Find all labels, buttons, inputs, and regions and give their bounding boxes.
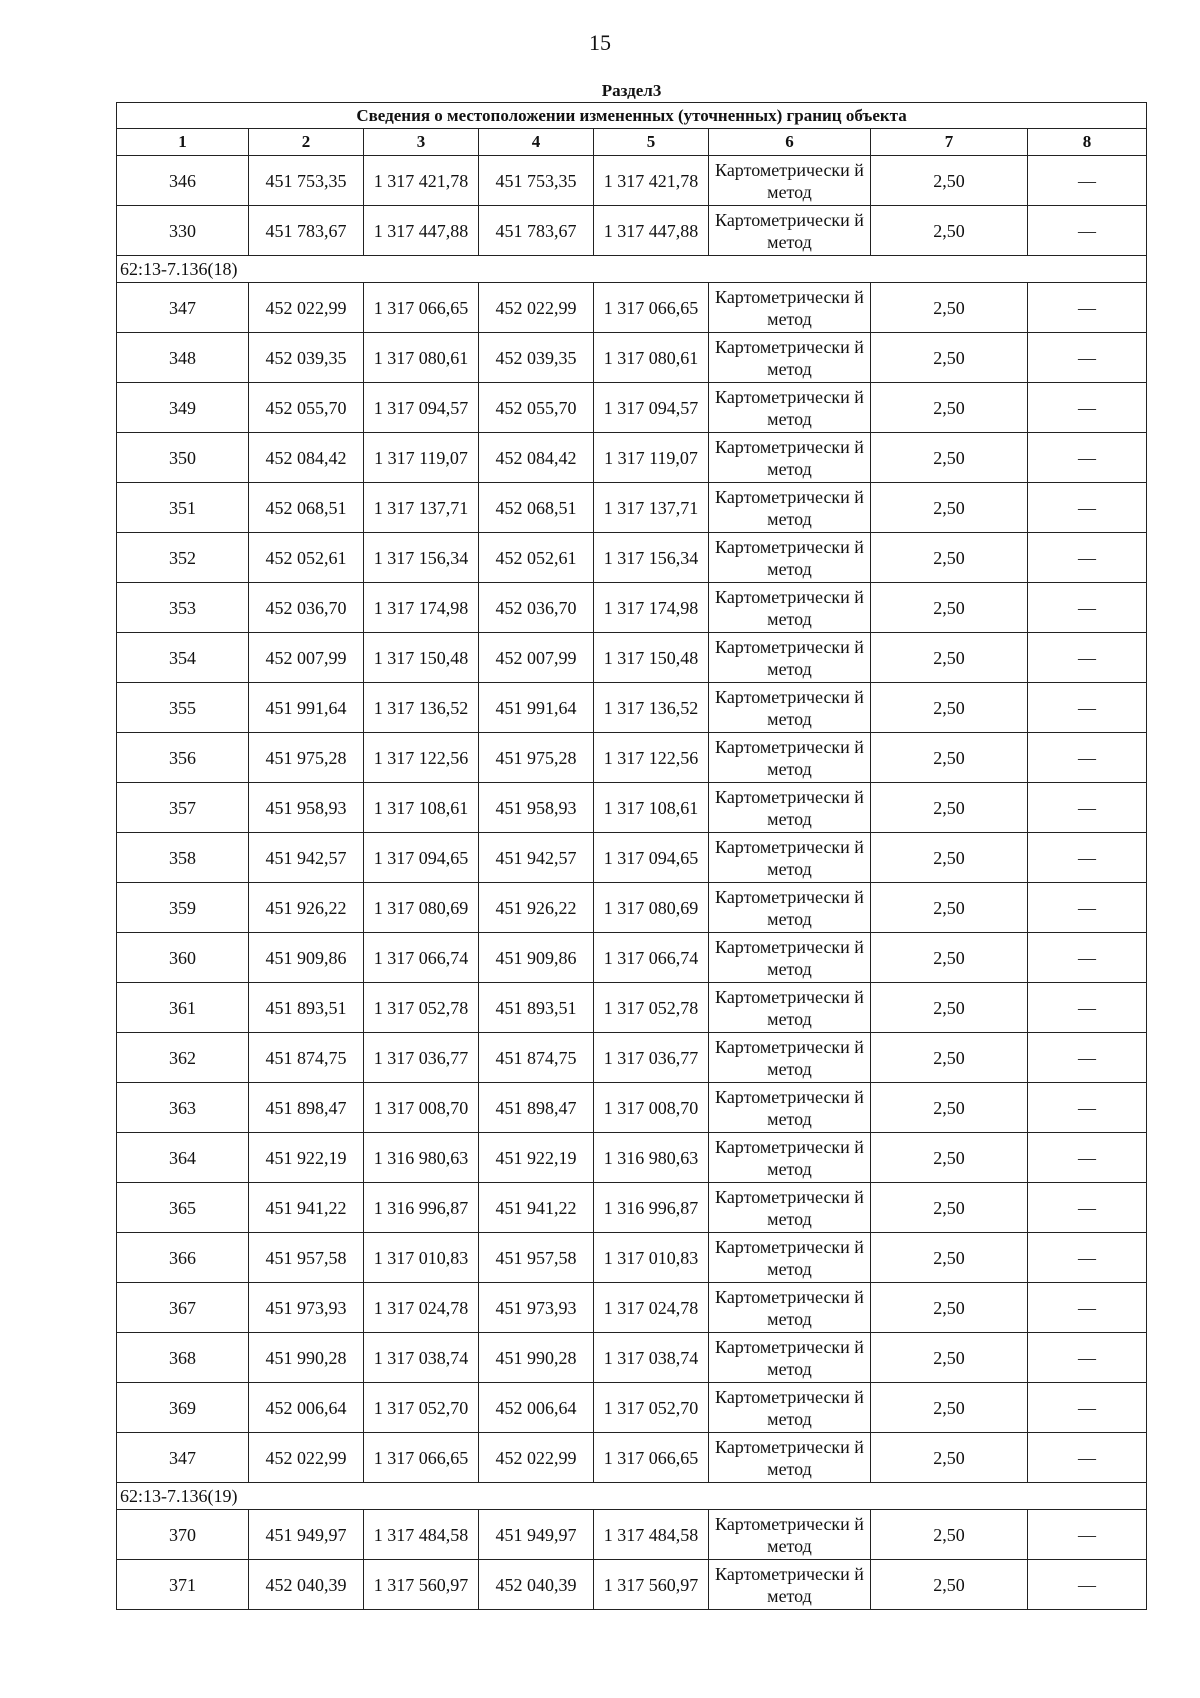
table-row: [117, 1283, 1147, 1333]
x-old-cell: 451 973,93: [249, 1283, 364, 1333]
method-cell: Картометрически й метод: [709, 1333, 871, 1383]
description-cell: —: [1028, 1433, 1147, 1483]
table-row: [117, 206, 1147, 256]
x-old-cell: 452 022,99: [249, 1433, 364, 1483]
accuracy-cell: 2,50: [871, 1183, 1028, 1233]
accuracy-cell: 2,50: [871, 983, 1028, 1033]
description-cell: —: [1028, 333, 1147, 383]
y-old-cell: 1 317 052,78: [364, 983, 479, 1033]
y-new-cell: 1 316 980,63: [594, 1133, 709, 1183]
x-old-cell: 451 893,51: [249, 983, 364, 1033]
y-new-cell: 1 316 996,87: [594, 1183, 709, 1233]
y-old-cell: 1 317 156,34: [364, 533, 479, 583]
x-old-cell: 452 052,61: [249, 533, 364, 583]
method-cell: Картометрически й метод: [709, 1383, 871, 1433]
description-cell: —: [1028, 533, 1147, 583]
x-old-cell: 452 036,70: [249, 583, 364, 633]
y-new-cell: 1 317 066,65: [594, 1433, 709, 1483]
method-cell: Картометрически й метод: [709, 1283, 871, 1333]
description-cell: —: [1028, 1333, 1147, 1383]
table-row: [117, 1183, 1147, 1233]
accuracy-cell: 2,50: [871, 156, 1028, 206]
y-new-cell: 1 317 108,61: [594, 783, 709, 833]
accuracy-cell: 2,50: [871, 1560, 1028, 1610]
y-old-cell: 1 317 080,61: [364, 333, 479, 383]
point-number-cell: 353: [117, 583, 249, 633]
x-new-cell: 451 898,47: [479, 1083, 594, 1133]
point-number-cell: 360: [117, 933, 249, 983]
y-new-cell: 1 317 560,97: [594, 1560, 709, 1610]
x-new-cell: 451 975,28: [479, 733, 594, 783]
accuracy-cell: 2,50: [871, 633, 1028, 683]
point-number-cell: 349: [117, 383, 249, 433]
parcel-group-label: 62:13-7.136(18): [117, 256, 1147, 283]
accuracy-cell: 2,50: [871, 583, 1028, 633]
parcel-group-label: 62:13-7.136(19): [117, 1483, 1147, 1510]
table-row: [117, 1083, 1147, 1133]
x-old-cell: 451 909,86: [249, 933, 364, 983]
method-cell: Картометрически й метод: [709, 533, 871, 583]
point-number-cell: 358: [117, 833, 249, 883]
y-old-cell: 1 317 066,74: [364, 933, 479, 983]
point-number-cell: 367: [117, 1283, 249, 1333]
accuracy-cell: 2,50: [871, 206, 1028, 256]
y-new-cell: 1 317 156,34: [594, 533, 709, 583]
method-cell: Картометрически й метод: [709, 833, 871, 883]
method-cell: Картометрически й метод: [709, 1510, 871, 1560]
point-number-cell: 351: [117, 483, 249, 533]
method-cell: Картометрически й метод: [709, 156, 871, 206]
method-cell: Картометрически й метод: [709, 206, 871, 256]
x-new-cell: 451 909,86: [479, 933, 594, 983]
x-new-cell: 451 893,51: [479, 983, 594, 1033]
column-header: 4: [479, 129, 594, 156]
parcel-group-row: [117, 1483, 1147, 1510]
description-cell: —: [1028, 883, 1147, 933]
x-new-cell: 451 991,64: [479, 683, 594, 733]
y-old-cell: 1 317 108,61: [364, 783, 479, 833]
accuracy-cell: 2,50: [871, 1133, 1028, 1183]
accuracy-cell: 2,50: [871, 1510, 1028, 1560]
y-old-cell: 1 317 024,78: [364, 1283, 479, 1333]
point-number-cell: 366: [117, 1233, 249, 1283]
table-row: [117, 333, 1147, 383]
x-old-cell: 452 040,39: [249, 1560, 364, 1610]
point-number-cell: 347: [117, 283, 249, 333]
description-cell: —: [1028, 783, 1147, 833]
y-old-cell: 1 317 119,07: [364, 433, 479, 483]
x-old-cell: 451 975,28: [249, 733, 364, 783]
column-header: 6: [709, 129, 871, 156]
method-cell: Картометрически й метод: [709, 733, 871, 783]
y-new-cell: 1 317 008,70: [594, 1083, 709, 1133]
y-old-cell: 1 317 094,57: [364, 383, 479, 433]
y-old-cell: 1 317 066,65: [364, 283, 479, 333]
y-new-cell: 1 317 066,65: [594, 283, 709, 333]
x-old-cell: 451 753,35: [249, 156, 364, 206]
column-header-row: [117, 129, 1147, 156]
y-new-cell: 1 317 038,74: [594, 1333, 709, 1383]
y-new-cell: 1 317 036,77: [594, 1033, 709, 1083]
description-cell: —: [1028, 1383, 1147, 1433]
x-new-cell: 452 022,99: [479, 1433, 594, 1483]
y-new-cell: 1 317 052,78: [594, 983, 709, 1033]
method-cell: Картометрически й метод: [709, 783, 871, 833]
y-new-cell: 1 317 094,65: [594, 833, 709, 883]
method-cell: Картометрически й метод: [709, 283, 871, 333]
x-old-cell: 451 949,97: [249, 1510, 364, 1560]
y-new-cell: 1 317 150,48: [594, 633, 709, 683]
y-old-cell: 1 317 036,77: [364, 1033, 479, 1083]
accuracy-cell: 2,50: [871, 883, 1028, 933]
table-row: [117, 156, 1147, 206]
point-number-cell: 355: [117, 683, 249, 733]
x-old-cell: 451 922,19: [249, 1133, 364, 1183]
x-old-cell: 452 022,99: [249, 283, 364, 333]
point-number-cell: 359: [117, 883, 249, 933]
x-old-cell: 451 957,58: [249, 1233, 364, 1283]
table-row: [117, 783, 1147, 833]
x-new-cell: 452 007,99: [479, 633, 594, 683]
y-old-cell: 1 317 008,70: [364, 1083, 479, 1133]
y-new-cell: 1 317 136,52: [594, 683, 709, 733]
y-new-cell: 1 317 080,69: [594, 883, 709, 933]
table-row: [117, 1033, 1147, 1083]
accuracy-cell: 2,50: [871, 1033, 1028, 1083]
x-new-cell: 451 957,58: [479, 1233, 594, 1283]
table-caption-row: [117, 103, 1147, 129]
point-number-cell: 364: [117, 1133, 249, 1183]
table-row: [117, 833, 1147, 883]
point-number-cell: 350: [117, 433, 249, 483]
point-number-cell: 369: [117, 1383, 249, 1433]
description-cell: —: [1028, 1233, 1147, 1283]
y-old-cell: 1 317 038,74: [364, 1333, 479, 1383]
y-new-cell: 1 317 484,58: [594, 1510, 709, 1560]
table-row: [117, 683, 1147, 733]
method-cell: Картометрически й метод: [709, 1560, 871, 1610]
x-old-cell: 452 039,35: [249, 333, 364, 383]
x-old-cell: 451 783,67: [249, 206, 364, 256]
description-cell: —: [1028, 1560, 1147, 1610]
table-row: [117, 1510, 1147, 1560]
y-old-cell: 1 317 122,56: [364, 733, 479, 783]
accuracy-cell: 2,50: [871, 1383, 1028, 1433]
y-old-cell: 1 317 080,69: [364, 883, 479, 933]
x-new-cell: 452 039,35: [479, 333, 594, 383]
column-header: 1: [117, 129, 249, 156]
y-new-cell: 1 317 122,56: [594, 733, 709, 783]
x-new-cell: 451 783,67: [479, 206, 594, 256]
x-old-cell: 452 007,99: [249, 633, 364, 683]
method-cell: Картометрически й метод: [709, 583, 871, 633]
description-cell: —: [1028, 1033, 1147, 1083]
point-number-cell: 368: [117, 1333, 249, 1383]
table-body: [117, 80, 1147, 1610]
column-header: 3: [364, 129, 479, 156]
method-cell: Картометрически й метод: [709, 883, 871, 933]
x-old-cell: 451 898,47: [249, 1083, 364, 1133]
y-old-cell: 1 317 560,97: [364, 1560, 479, 1610]
x-old-cell: 451 874,75: [249, 1033, 364, 1083]
y-old-cell: 1 317 010,83: [364, 1233, 479, 1283]
y-old-cell: 1 317 150,48: [364, 633, 479, 683]
accuracy-cell: 2,50: [871, 483, 1028, 533]
table-row: [117, 1560, 1147, 1610]
column-header: 5: [594, 129, 709, 156]
point-number-cell: 330: [117, 206, 249, 256]
x-new-cell: 451 926,22: [479, 883, 594, 933]
x-new-cell: 452 055,70: [479, 383, 594, 433]
accuracy-cell: 2,50: [871, 733, 1028, 783]
description-cell: —: [1028, 733, 1147, 783]
y-old-cell: 1 317 136,52: [364, 683, 479, 733]
table-row: [117, 1233, 1147, 1283]
y-new-cell: 1 317 052,70: [594, 1383, 709, 1433]
y-new-cell: 1 317 010,83: [594, 1233, 709, 1283]
y-old-cell: 1 317 137,71: [364, 483, 479, 533]
point-number-cell: 362: [117, 1033, 249, 1083]
description-cell: —: [1028, 156, 1147, 206]
x-old-cell: 451 926,22: [249, 883, 364, 933]
method-cell: Картометрически й метод: [709, 1433, 871, 1483]
method-cell: Картометрически й метод: [709, 1083, 871, 1133]
x-old-cell: 452 055,70: [249, 383, 364, 433]
point-number-cell: 370: [117, 1510, 249, 1560]
accuracy-cell: 2,50: [871, 333, 1028, 383]
table-row: [117, 583, 1147, 633]
description-cell: —: [1028, 483, 1147, 533]
method-cell: Картометрически й метод: [709, 483, 871, 533]
table-row: [117, 633, 1147, 683]
table-row: [117, 283, 1147, 333]
accuracy-cell: 2,50: [871, 933, 1028, 983]
description-cell: —: [1028, 983, 1147, 1033]
table-row: [117, 383, 1147, 433]
table-row: [117, 883, 1147, 933]
accuracy-cell: 2,50: [871, 1433, 1028, 1483]
description-cell: —: [1028, 933, 1147, 983]
x-old-cell: 452 068,51: [249, 483, 364, 533]
table-row: [117, 533, 1147, 583]
accuracy-cell: 2,50: [871, 383, 1028, 433]
x-new-cell: 452 006,64: [479, 1383, 594, 1433]
x-new-cell: 451 949,97: [479, 1510, 594, 1560]
page-number: 15: [589, 30, 611, 55]
x-new-cell: 452 022,99: [479, 283, 594, 333]
table-row: [117, 433, 1147, 483]
point-number-cell: 347: [117, 1433, 249, 1483]
method-cell: Картометрически й метод: [709, 1033, 871, 1083]
y-new-cell: 1 317 174,98: [594, 583, 709, 633]
table-caption: Сведения о местоположении измененных (уточненных) границ объекта: [117, 103, 1147, 129]
y-new-cell: 1 317 447,88: [594, 206, 709, 256]
y-old-cell: 1 317 094,65: [364, 833, 479, 883]
accuracy-cell: 2,50: [871, 683, 1028, 733]
section-title: Раздел3: [601, 81, 662, 100]
accuracy-cell: 2,50: [871, 533, 1028, 583]
accuracy-cell: 2,50: [871, 433, 1028, 483]
table-row: [117, 483, 1147, 533]
method-cell: Картометрически й метод: [709, 433, 871, 483]
description-cell: —: [1028, 633, 1147, 683]
x-old-cell: 452 084,42: [249, 433, 364, 483]
y-new-cell: 1 317 066,74: [594, 933, 709, 983]
section-title-row: [117, 80, 1147, 103]
method-cell: Картометрически й метод: [709, 933, 871, 983]
y-old-cell: 1 317 484,58: [364, 1510, 479, 1560]
point-number-cell: 354: [117, 633, 249, 683]
method-cell: Картометрически й метод: [709, 1233, 871, 1283]
point-number-cell: 363: [117, 1083, 249, 1133]
y-new-cell: 1 317 024,78: [594, 1283, 709, 1333]
accuracy-cell: 2,50: [871, 833, 1028, 883]
y-old-cell: 1 317 174,98: [364, 583, 479, 633]
method-cell: Картометрически й метод: [709, 1183, 871, 1233]
table-row: [117, 983, 1147, 1033]
x-new-cell: 451 874,75: [479, 1033, 594, 1083]
x-new-cell: 451 990,28: [479, 1333, 594, 1383]
x-old-cell: 452 006,64: [249, 1383, 364, 1433]
point-number-cell: 357: [117, 783, 249, 833]
point-number-cell: 371: [117, 1560, 249, 1610]
method-cell: Картометрически й метод: [709, 1133, 871, 1183]
accuracy-cell: 2,50: [871, 1233, 1028, 1283]
point-number-cell: 352: [117, 533, 249, 583]
accuracy-cell: 2,50: [871, 1333, 1028, 1383]
point-number-cell: 356: [117, 733, 249, 783]
y-old-cell: 1 317 052,70: [364, 1383, 479, 1433]
x-new-cell: 451 958,93: [479, 783, 594, 833]
x-new-cell: 452 052,61: [479, 533, 594, 583]
y-new-cell: 1 317 137,71: [594, 483, 709, 533]
description-cell: —: [1028, 283, 1147, 333]
x-new-cell: 451 753,35: [479, 156, 594, 206]
column-header: 2: [249, 129, 364, 156]
x-new-cell: 451 942,57: [479, 833, 594, 883]
y-new-cell: 1 317 119,07: [594, 433, 709, 483]
y-old-cell: 1 317 421,78: [364, 156, 479, 206]
point-number-cell: 365: [117, 1183, 249, 1233]
x-new-cell: 452 036,70: [479, 583, 594, 633]
point-number-cell: 346: [117, 156, 249, 206]
y-old-cell: 1 317 447,88: [364, 206, 479, 256]
description-cell: —: [1028, 1183, 1147, 1233]
x-new-cell: 451 922,19: [479, 1133, 594, 1183]
method-cell: Картометрически й метод: [709, 633, 871, 683]
x-old-cell: 451 958,93: [249, 783, 364, 833]
y-old-cell: 1 317 066,65: [364, 1433, 479, 1483]
y-new-cell: 1 317 094,57: [594, 383, 709, 433]
description-cell: —: [1028, 1283, 1147, 1333]
accuracy-cell: 2,50: [871, 283, 1028, 333]
table-row: [117, 1383, 1147, 1433]
x-old-cell: 451 991,64: [249, 683, 364, 733]
x-new-cell: 452 068,51: [479, 483, 594, 533]
table-row: [117, 933, 1147, 983]
y-new-cell: 1 317 080,61: [594, 333, 709, 383]
boundary-coordinates-table: [116, 80, 1147, 1610]
description-cell: —: [1028, 683, 1147, 733]
accuracy-cell: 2,50: [871, 1083, 1028, 1133]
table-row: [117, 1433, 1147, 1483]
x-new-cell: 451 941,22: [479, 1183, 594, 1233]
parcel-group-row: [117, 256, 1147, 283]
table-row: [117, 1133, 1147, 1183]
method-cell: Картометрически й метод: [709, 333, 871, 383]
y-old-cell: 1 316 996,87: [364, 1183, 479, 1233]
method-cell: Картометрически й метод: [709, 383, 871, 433]
x-old-cell: 451 941,22: [249, 1183, 364, 1233]
description-cell: —: [1028, 833, 1147, 883]
table-row: [117, 1333, 1147, 1383]
description-cell: —: [1028, 1510, 1147, 1560]
method-cell: Картометрически й метод: [709, 683, 871, 733]
description-cell: —: [1028, 583, 1147, 633]
x-new-cell: 452 040,39: [479, 1560, 594, 1610]
x-old-cell: 451 942,57: [249, 833, 364, 883]
y-new-cell: 1 317 421,78: [594, 156, 709, 206]
x-new-cell: 451 973,93: [479, 1283, 594, 1333]
method-cell: Картометрически й метод: [709, 983, 871, 1033]
accuracy-cell: 2,50: [871, 1283, 1028, 1333]
description-cell: —: [1028, 433, 1147, 483]
y-old-cell: 1 316 980,63: [364, 1133, 479, 1183]
x-new-cell: 452 084,42: [479, 433, 594, 483]
accuracy-cell: 2,50: [871, 783, 1028, 833]
point-number-cell: 361: [117, 983, 249, 1033]
description-cell: —: [1028, 1083, 1147, 1133]
description-cell: —: [1028, 206, 1147, 256]
x-old-cell: 451 990,28: [249, 1333, 364, 1383]
table-row: [117, 733, 1147, 783]
column-header: 8: [1028, 129, 1147, 156]
description-cell: —: [1028, 1133, 1147, 1183]
point-number-cell: 348: [117, 333, 249, 383]
description-cell: —: [1028, 383, 1147, 433]
column-header: 7: [871, 129, 1028, 156]
